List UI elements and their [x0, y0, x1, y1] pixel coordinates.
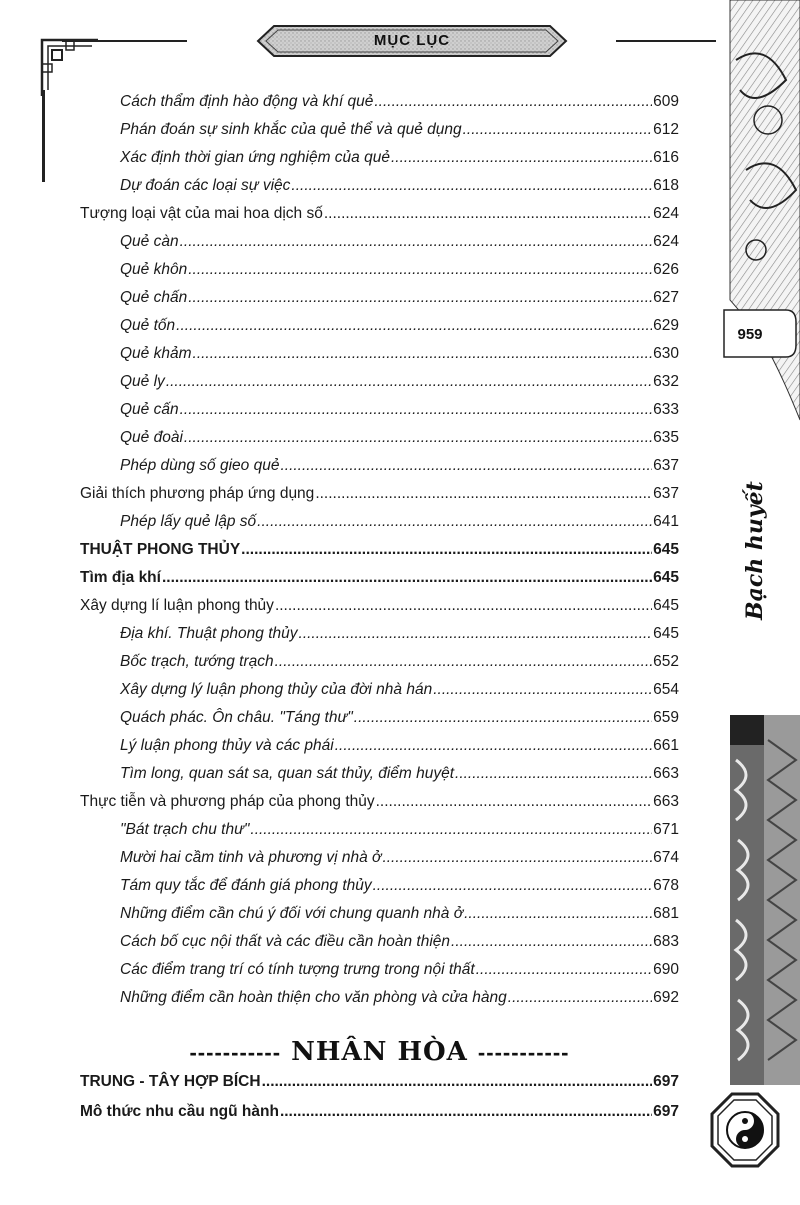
toc-page-number: 690 [653, 961, 679, 978]
toc-page-number: 609 [653, 93, 679, 110]
toc-entry-label: Quách phác. Ôn châu. "Táng thư" [120, 709, 353, 726]
toc-entry-label: TRUNG - TÂY HỢP BÍCH [80, 1073, 261, 1090]
toc-page-number: 624 [653, 205, 679, 222]
toc-entry-label: Những điểm cần hoàn thiện cho văn phòng và cửa hàng [120, 989, 507, 1006]
toc-leader [275, 595, 652, 617]
toc-page-number: 654 [653, 681, 679, 698]
toc-page-number: 661 [653, 737, 679, 754]
toc-entry[interactable] [120, 399, 679, 421]
toc-entry-label: Phép lấy quẻ lập số [120, 513, 257, 530]
toc-entry[interactable] [80, 595, 679, 617]
toc-entry-label: Tìm địa khí [80, 569, 161, 586]
toc-entry[interactable] [120, 819, 679, 841]
toc-page-number: 697 [653, 1103, 679, 1120]
toc-entry-label: Quẻ càn [120, 233, 179, 250]
toc-leader [162, 567, 652, 589]
toc-entry-label: Mô thức nhu cầu ngũ hành [80, 1103, 279, 1120]
toc-leader [391, 147, 652, 169]
toc-entry-label: Những điểm cần chú ý đối với chung quanh nhà ở [120, 905, 464, 922]
toc-entry-label: Quẻ ly [120, 373, 165, 390]
toc-page-number: 612 [653, 121, 679, 138]
toc-leader [508, 987, 652, 1009]
toc-page-number: 692 [653, 989, 679, 1006]
toc-page-number: 697 [653, 1073, 679, 1090]
toc-entry[interactable] [120, 931, 679, 953]
toc-entry-label: Bốc trạch, tướng trạch [120, 653, 274, 670]
toc-page-number: 641 [653, 513, 679, 530]
toc-entry-label: Quẻ đoài [120, 429, 183, 446]
toc-entry-label: Quẻ khảm [120, 345, 192, 362]
toc-leader [463, 119, 653, 141]
toc-entry[interactable] [120, 455, 679, 477]
toc-entry-label: Lý luận phong thủy và các phái [120, 737, 334, 754]
toc-leader [433, 679, 652, 701]
toc-entry-label: Cách bố cục nội thất và các điều cần hoàn thiện [120, 933, 451, 950]
toc-page-number: 663 [653, 793, 679, 810]
toc-entry[interactable] [120, 763, 679, 785]
toc-entry-label: Phán đoán sự sinh khắc của quẻ thể và quẻ dụng [120, 121, 462, 138]
toc-leader [188, 287, 652, 309]
toc-entry[interactable] [120, 343, 679, 365]
toc-leader [176, 315, 652, 337]
toc-entry[interactable] [120, 735, 679, 757]
toc-entry-label: Dự đoán các loại sự việc [120, 177, 291, 194]
toc-entry-label: Tượng loại vật của mai hoa dịch số [80, 205, 323, 222]
toc-entry[interactable] [120, 707, 679, 729]
toc-page-number: 616 [653, 149, 679, 166]
toc-entry[interactable] [120, 875, 679, 897]
toc-entry-label: Cách thẩm định hào động và khí quẻ [120, 93, 374, 110]
toc-leader [193, 343, 653, 365]
toc-leader [291, 175, 652, 197]
toc-entry[interactable] [80, 1101, 679, 1123]
toc-entry[interactable] [120, 147, 679, 169]
toc-entry-label: Xây dựng lý luận phong thủy của đời nhà hán [120, 681, 433, 698]
toc-leader [382, 847, 652, 869]
toc-leader [180, 231, 653, 253]
toc-leader [376, 791, 653, 813]
toc-page-number: 624 [653, 233, 679, 250]
toc-page-number: 627 [653, 289, 679, 306]
toc-leader [373, 875, 653, 897]
toc-entry[interactable] [80, 483, 679, 505]
toc-entry-label: Địa khí. Thuật phong thủy [120, 625, 298, 642]
toc-entry[interactable] [120, 903, 679, 925]
toc-entry-label: Xây dựng lí luận phong thủy [80, 597, 274, 614]
page-number: 959 [737, 326, 763, 343]
toc-page-number: 663 [653, 765, 679, 782]
toc-page-number: 632 [653, 373, 679, 390]
toc-page-number: 683 [653, 933, 679, 950]
toc-entry-label: Phép dùng số gieo quẻ [120, 457, 280, 474]
toc-entry-label: Tìm long, quan sát sa, quan sát thủy, điểm huyệt [120, 765, 455, 782]
toc-leader [275, 651, 653, 673]
toc-leader [180, 399, 653, 421]
toc-page-number: 659 [653, 709, 679, 726]
toc-entry[interactable] [80, 791, 679, 813]
toc-page-number: 674 [653, 849, 679, 866]
toc-entry-label: Tám quy tắc để đánh giá phong thủy [120, 877, 372, 894]
toc-entry-label: Giải thích phương pháp ứng dụng [80, 485, 315, 502]
toc-entry[interactable] [120, 623, 679, 645]
toc-leader [184, 427, 652, 449]
toc-page-number: 637 [653, 485, 679, 502]
toc-page-number: 645 [653, 625, 679, 642]
toc-entry[interactable] [120, 427, 679, 449]
toc-entry-label: Quẻ tốn [120, 317, 176, 334]
toc-leader [188, 259, 652, 281]
toc-entry-label: Thực tiễn và phương pháp của phong thủy [80, 793, 375, 810]
toc-entry-label: Các điểm trang trí có tính tượng trưng trong nội thất [120, 961, 475, 978]
toc-entry[interactable] [120, 91, 679, 113]
toc-page-number: 629 [653, 317, 679, 334]
toc-page-number: 645 [653, 597, 679, 614]
toc-entry[interactable] [120, 371, 679, 393]
toc-leader [476, 959, 652, 981]
toc-leader [166, 371, 652, 393]
toc-entry[interactable] [120, 287, 679, 309]
toc-leader [250, 819, 652, 841]
brand-signature: Bạch huyết [742, 481, 768, 620]
toc-page-number: 671 [653, 821, 679, 838]
toc-entry[interactable] [120, 679, 679, 701]
section-title: NHÂN HÒA [291, 1037, 468, 1067]
toc-entry[interactable] [120, 847, 679, 869]
toc-leader [315, 483, 652, 505]
toc-entry-label: Quẻ chấn [120, 289, 188, 306]
section-heading [80, 1037, 679, 1067]
toc-page-number: 681 [653, 905, 679, 922]
toc-entry[interactable] [120, 651, 679, 673]
toc-leader [280, 455, 652, 477]
section-dash-right: ----------- [477, 1040, 570, 1065]
toc-entry[interactable] [120, 119, 679, 141]
toc-page-number: 652 [653, 653, 679, 670]
section-dash-left: ----------- [189, 1040, 282, 1065]
toc-entry[interactable] [120, 987, 679, 1009]
toc-leader [374, 91, 652, 113]
toc-entry-label: "Bát trạch chu thư" [120, 821, 250, 838]
header-title: MỤC LỤC [373, 32, 451, 49]
toc-entry[interactable] [120, 511, 679, 533]
toc-page-number: 645 [653, 541, 679, 558]
toc-page-number: 678 [653, 877, 679, 894]
toc-entry[interactable] [120, 175, 679, 197]
toc-leader [451, 931, 652, 953]
toc-leader [354, 707, 652, 729]
toc-leader [262, 1071, 653, 1093]
toc-leader [257, 511, 652, 533]
toc-entry[interactable] [120, 315, 679, 337]
toc-leader [324, 203, 652, 225]
toc-leader [464, 903, 652, 925]
toc-leader [299, 623, 653, 645]
toc-entry-label: THUẬT PHONG THỦY [80, 541, 241, 558]
toc-entry-label: Quẻ khôn [120, 261, 188, 278]
toc-entry[interactable] [120, 231, 679, 253]
toc-leader [455, 763, 652, 785]
toc-entry-label: Xác định thời gian ứng nghiệm của quẻ [120, 149, 390, 166]
toc-page-number: 637 [653, 457, 679, 474]
toc-page-number: 618 [653, 177, 679, 194]
toc-leader [241, 539, 652, 561]
toc-entry[interactable] [80, 1071, 679, 1093]
toc-page-number: 633 [653, 401, 679, 418]
toc-page-number: 626 [653, 261, 679, 278]
toc-page-number: 645 [653, 569, 679, 586]
toc-entry[interactable] [120, 959, 679, 981]
toc-entry[interactable] [80, 539, 679, 561]
toc-entry[interactable] [80, 203, 679, 225]
toc-page-number: 635 [653, 429, 679, 446]
toc-leader [335, 735, 652, 757]
toc-leader [280, 1101, 652, 1123]
toc-entry-label: Quẻ cấn [120, 401, 179, 418]
toc-entry-label: Mười hai cầm tinh và phương vị nhà ở [120, 849, 382, 866]
toc-page-number: 630 [653, 345, 679, 362]
toc-entry[interactable] [120, 259, 679, 281]
toc-entry[interactable] [80, 567, 679, 589]
